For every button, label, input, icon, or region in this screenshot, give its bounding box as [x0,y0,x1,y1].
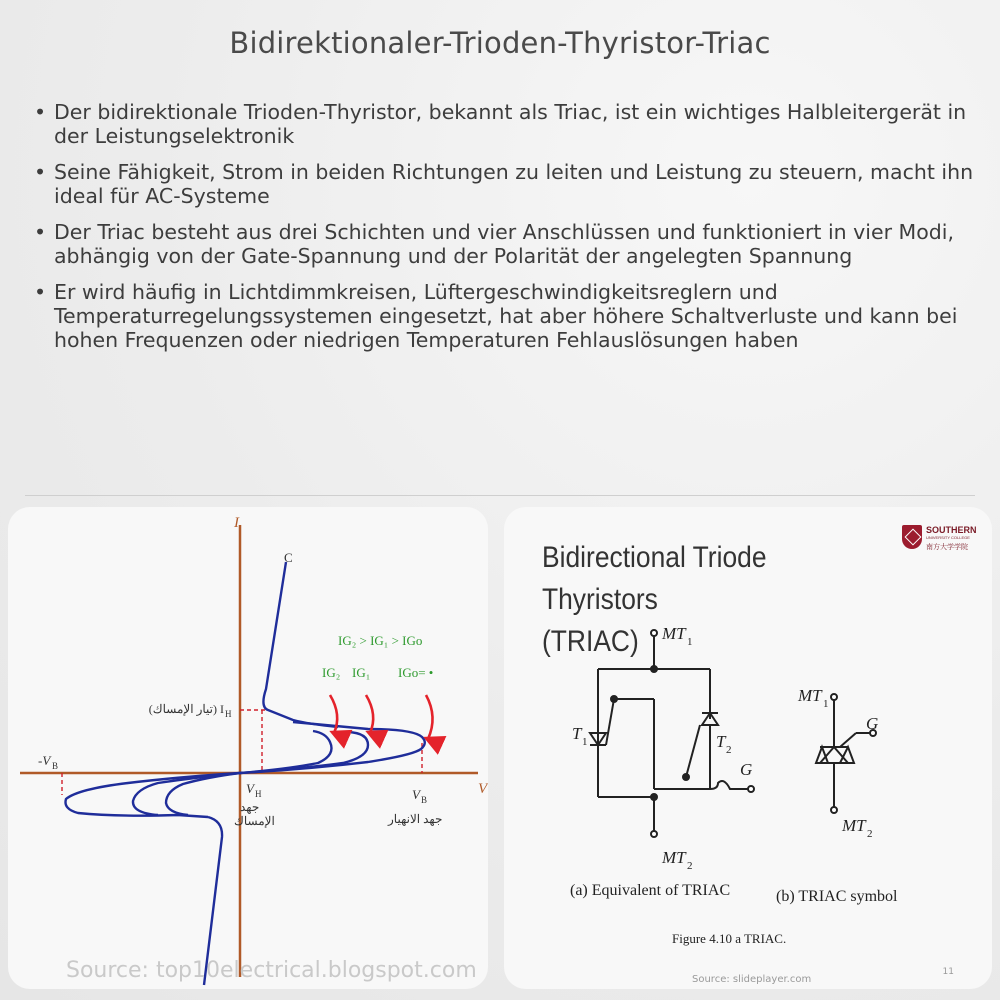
caption-symbol: (b) TRIAC symbol [776,888,898,905]
source-credit: Source: top10electrical.blogspot.com [66,958,477,983]
equivalent-circuit [590,630,754,837]
t2-label: T [716,732,726,751]
y-axis-label: I [234,515,239,531]
caption-equivalent: (a) Equivalent of TRIAC [570,882,731,899]
t1-label: T [572,724,582,743]
curve-label-c: C [284,550,293,565]
bullet-item [30,100,980,148]
mt2-label: MT [662,848,686,867]
x-axis-label: V [478,781,488,797]
section-divider [25,495,975,496]
holding-voltage-arabic-1: جهد [240,800,260,814]
vi-characteristic-card [8,507,488,989]
bullet-text: Er wird häufig in Lichtdimmkreisen, Lüftergeschwindigkeitsreglern und Temperaturregelungssystemen eingesetzt, hat aber höhere Schaltverluste und kann bei hohen Frequenzen oder niedrigen Temperaturen Fehlauslösungen haben [54,280,958,352]
holding-voltage-sub: H [255,789,262,799]
triac-circuit-card [504,507,992,989]
t1-sub: 1 [582,736,588,748]
t2-sub: 2 [726,744,732,756]
gate-relation-label: IG₂ > IG₁ > IGo [338,633,423,648]
source-credit: Source: slideplayer.com [692,974,812,985]
breakover-voltage-label: V [412,787,420,802]
slide-title-line-2: (TRIAC) [542,625,639,658]
slide-page-number: 11 [942,967,954,977]
symbol-mt2-sub: 2 [867,828,873,840]
triac-symbol [816,694,879,813]
gate-label: G [740,760,753,779]
logo-subtitle: UNIVERSITY COLLEGE [926,535,970,540]
bullet-dot: • [34,280,47,304]
bullet-dot: • [34,100,47,124]
neg-breakover-label: -V [38,753,51,768]
figure-caption: Figure 4.10 a TRIAC. [672,931,787,946]
symbol-mt2-label: MT [842,816,866,835]
triac-circuit-diagram [504,507,992,989]
bullet-text: Der Triac besteht aus drei Schichten und vier Anschlüssen und funktioniert in vier Modi, abhängig von der Gate-Spannung und der Polarität der angelegten Spannung [54,220,955,268]
breakover-voltage-sub: B [421,795,428,805]
mt2-sub: 2 [687,860,693,872]
bullet-dot: • [34,220,47,244]
gate-label-ig2: IG₂ [322,665,341,680]
gate-label-igo: IGo= • [398,665,434,680]
bullet-text: Der bidirektionale Trioden-Thyristor, bekannt als Triac, ist ein wichtiges Halbleitergerät in der Leistungselektronik [54,100,967,148]
symbol-gate-label: G [866,714,879,733]
logo-chinese: 南方大学学院 [926,543,968,551]
breakover-voltage-arabic: جهد الانهيار [388,812,443,826]
bullet-item [30,160,980,208]
bullet-list [30,100,980,364]
logo-name: SOUTHERN [926,525,977,535]
neg-breakover-sub: B [52,761,59,771]
holding-current-label: (تيار الإمساك) I [148,702,224,716]
holding-current-sub: H [225,709,232,719]
gate-current-arrows [330,695,433,739]
vi-characteristic-diagram [8,507,488,989]
bullet-item [30,220,980,268]
bullet-item [30,280,980,352]
guide-lines [62,710,422,795]
holding-voltage-arabic-2: الإمساك [234,814,275,828]
page-title: Bidirektionaler-Trioden-Thyristor-Triac [229,26,771,60]
holding-voltage-label: V [246,781,254,796]
mt1-label: MT [662,624,686,643]
bullet-text: Seine Fähigkeit, Strom in beiden Richtungen zu leiten und Leistung zu steuern, macht ihn ideal für AC-Systeme [54,160,974,208]
mt1-sub: 1 [687,636,693,648]
gate-label-ig1: IG₁ [352,665,371,680]
slide-title-line-1: Bidirectional Triode Thyristors [542,541,767,616]
symbol-mt1-label: MT [798,686,822,705]
bullet-dot: • [34,160,47,184]
symbol-mt1-sub: 1 [823,698,829,710]
